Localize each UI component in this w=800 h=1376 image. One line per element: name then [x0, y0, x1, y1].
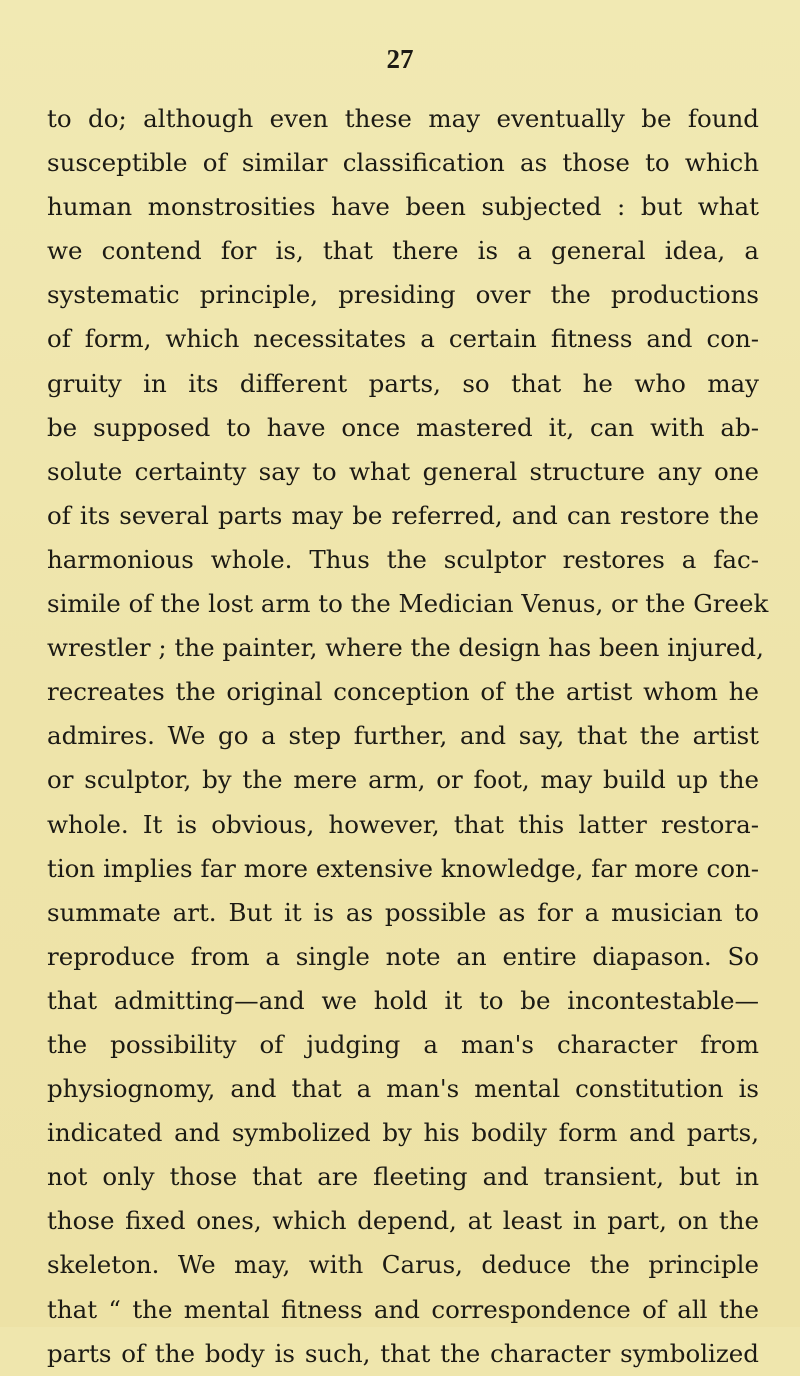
- page-number: 27: [386, 44, 414, 74]
- text-line: indicated and symbolized by his bodily form and parts,: [47, 1118, 759, 1148]
- text-line: systematic principle, presiding over the productions: [47, 280, 759, 310]
- text-line: summate art. But it is as possible as for a musician to: [47, 897, 759, 927]
- text-line: that “ the mental fitness and correspondence of all the: [47, 1294, 759, 1324]
- text-line: tion implies far more extensive knowledge, far more con-: [47, 853, 759, 883]
- text-line: to do; although even these may eventually be found: [47, 104, 759, 133]
- text-line: recreates the original conception of the artist whom he: [47, 677, 759, 707]
- text-line: those fixed ones, which depend, at least in part, on the: [47, 1206, 759, 1236]
- body-text: [47, 97, 769, 1376]
- text-line: admires. We go a step further, and say, that the artist: [47, 721, 759, 751]
- text-line: we contend for is, that there is a general idea, a: [47, 236, 759, 266]
- text-line: that admitting—and we hold it to be incontestable—: [47, 985, 759, 1015]
- text-line: skeleton. We may, with Carus, deduce the principle: [47, 1250, 759, 1280]
- text-line: of form, which necessitates a certain fitness and con-: [47, 324, 759, 354]
- text-line: solute certainty say to what general structure any one: [47, 456, 759, 486]
- text-line: of its several parts may be referred, and can restore the: [47, 500, 759, 530]
- text-line: the possibility of judging a man's character from: [47, 1029, 759, 1059]
- text-line: reproduce from a single note an entire diapason. So: [47, 941, 759, 971]
- text-line: wrestler ; the painter, where the design has been injured,: [47, 633, 764, 663]
- text-line: harmonious whole. Thus the sculptor restores a fac-: [47, 544, 759, 574]
- text-line: or sculptor, by the mere arm, or foot, may build up the: [47, 765, 759, 795]
- text-line: simile of the lost arm to the Medician Venus, or the Greek: [47, 589, 769, 619]
- text-line: not only those that are fleeting and transient, but in: [47, 1162, 759, 1192]
- text-line: whole. It is obvious, however, that this latter restora-: [47, 809, 759, 839]
- text-line: physiognomy, and that a man's mental constitution is: [47, 1074, 759, 1104]
- text-line: susceptible of similar classification as those to which: [47, 148, 759, 178]
- text-line: be supposed to have once mastered it, can with ab-: [47, 412, 759, 442]
- text-line: gruity in its different parts, so that he who may: [47, 368, 759, 398]
- text-line: human monstrosities have been subjected : but what: [47, 192, 759, 222]
- text-line: parts of the body is such, that the character symbolized: [47, 1338, 759, 1368]
